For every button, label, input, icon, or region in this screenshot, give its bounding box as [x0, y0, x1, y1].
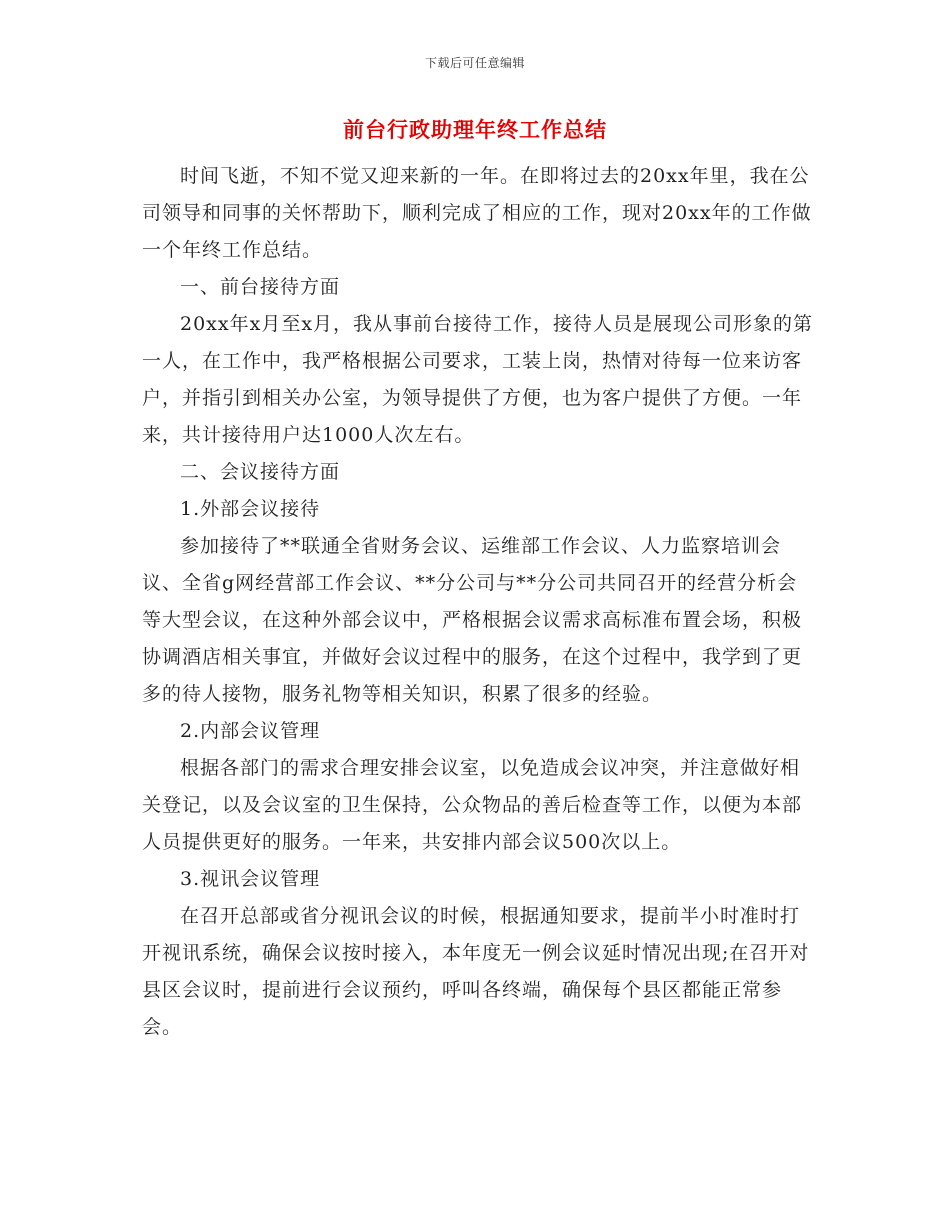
subheading-internal-meetings: 2.内部会议管理 — [180, 720, 321, 742]
header-note: 下载后可任意编辑 — [424, 56, 525, 70]
section-heading-reception: 一、前台接待方面 — [180, 276, 341, 298]
subheading-external-meetings: 1.外部会议接待 — [180, 498, 321, 520]
section-heading-meetings: 二、会议接待方面 — [180, 461, 341, 483]
subheading-video-meetings: 3.视讯会议管理 — [180, 868, 321, 890]
document-body — [142, 158, 814, 1046]
paragraph-video-meetings: 在召开总部或省分视讯会议的时候，根据通知要求，提前半小时准时打开视讯系统，确保会议按时接入，本年度无一例会议延时情况出现;在召开对县区会议时，提前进行会议预约，呼叫各终端，确保每个县区都能正常参会。 — [142, 905, 810, 1038]
document-title: 前台行政助理年终工作总结 — [343, 117, 607, 142]
paragraph-internal-meetings: 根据各部门的需求合理安排会议室，以免造成会议冲突，并注意做好相关登记，以及会议室的卫生保持，公众物品的善后检查等工作，以便为本部人员提供更好的服务。一年来，共安排内部会议500次以上。 — [142, 757, 803, 853]
paragraph-external-meetings: 参加接待了**联通全省财务会议、运维部工作会议、人力监察培训会议、全省g网经营部工作会议、**分公司与**分公司共同召开的经营分析会等大型会议，在这种外部会议中，严格根据会议需求高标准布置会场，积极协调酒店相关事宜，并做好会议过程中的服务，在这个过程中，我学到了更多的待人接物，服务礼物等相关知识，积累了很多的经验。 — [142, 535, 803, 705]
paragraph-intro: 时间飞逝，不知不觉又迎来新的一年。在即将过去的20xx年里，我在公司领导和同事的关怀帮助下，顺利完成了相应的工作，现对20xx年的工作做一个年终工作总结。 — [142, 165, 812, 261]
paragraph-reception: 20xx年x月至x月，我从事前台接待工作，接待人员是展现公司形象的第一人，在工作中，我严格根据公司要求，工装上岗，热情对待每一位来访客户，并指引到相关办公室，为领导提供了方便，也为客户提供了方便。一年来，共计接待用户达1000人次左右。 — [142, 313, 814, 446]
